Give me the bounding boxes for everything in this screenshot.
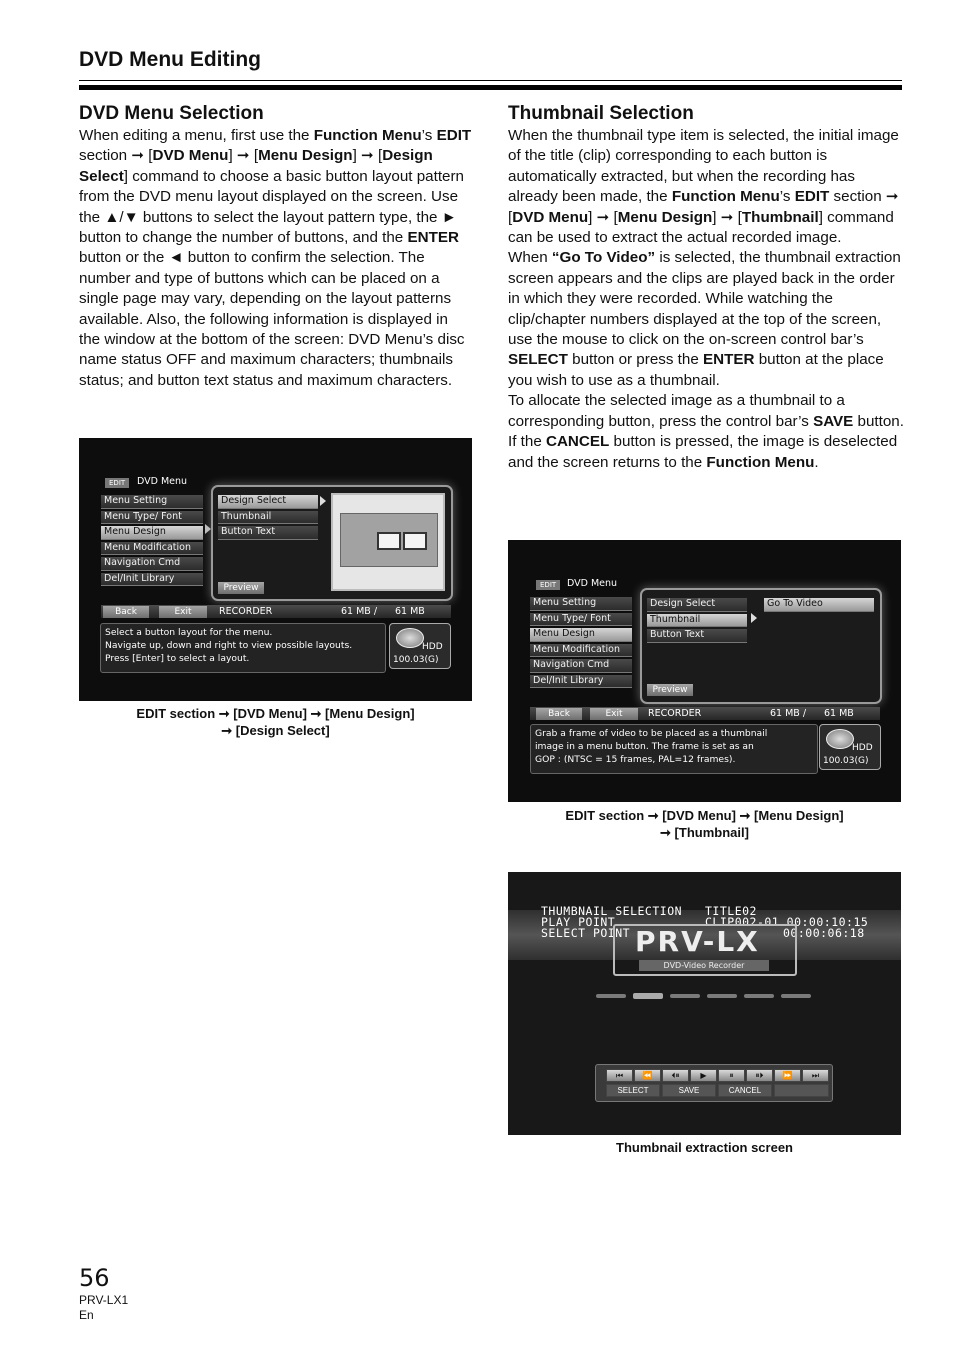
- language-code: En: [79, 1308, 94, 1322]
- submenu-item[interactable]: Button Text: [647, 629, 747, 643]
- emphasis-text: DVD Menu: [512, 208, 589, 226]
- select-point-label: SELECT POINT: [541, 926, 631, 940]
- body-text-run: ’s: [779, 188, 795, 206]
- emphasis-text: Function Menu: [706, 453, 815, 471]
- section-heading-dvd-menu-selection: DVD Menu Selection: [79, 103, 264, 124]
- caption-extraction-screen: Thumbnail extraction screen: [616, 1140, 793, 1155]
- layout-preview-thumbnail: [331, 493, 445, 591]
- dvd-menu-label: DVD Menu: [137, 476, 188, 487]
- right-body-paragraph: [508, 126, 904, 473]
- body-text-run: ] ➞ [: [352, 147, 383, 165]
- preview-button[interactable]: Preview: [218, 582, 264, 594]
- capacity-total: 61 MB: [395, 606, 425, 617]
- emphasis-text: ENTER: [407, 229, 459, 247]
- emphasis-text: Function Menu: [313, 127, 422, 144]
- capacity-total: 61 MB: [824, 708, 854, 719]
- edit-tag: EDIT: [105, 478, 129, 488]
- help-line: Press [Enter] to select a layout.: [105, 653, 250, 664]
- menu-item[interactable]: Menu Design: [530, 628, 632, 642]
- logo-box: [613, 924, 797, 976]
- menu-item[interactable]: Menu Modification: [101, 542, 203, 556]
- body-text-run: ] command can be used to extract the actual recorded image.: [508, 208, 894, 247]
- select-point-value: 00:00:06:18: [783, 926, 865, 940]
- arrow-right-icon: [320, 496, 326, 506]
- emphasis-text: Menu Design: [258, 147, 353, 165]
- menu-item[interactable]: Navigation Cmd: [530, 659, 632, 673]
- model-name: PRV-LX1: [79, 1293, 129, 1307]
- exit-button[interactable]: Exit: [159, 606, 207, 618]
- page-title: DVD Menu Editing: [79, 48, 261, 71]
- emphasis-text: SELECT: [508, 351, 568, 369]
- progress-segment: [670, 994, 700, 998]
- body-text-run: section ➞ [: [508, 188, 899, 226]
- submenu-item[interactable]: Design Select: [647, 598, 747, 612]
- recorder-label: RECORDER: [219, 606, 273, 617]
- hdd-disk-icon: [826, 729, 854, 749]
- help-line: Navigate up, down and right to view possible layouts.: [105, 640, 353, 651]
- select-button[interactable]: SELECT: [606, 1084, 660, 1097]
- exit-button[interactable]: Exit: [590, 708, 638, 720]
- logo-subtitle: DVD-Video Recorder: [639, 960, 769, 971]
- body-text-run: ] ➞ [: [588, 208, 618, 226]
- section-heading-thumbnail-selection: Thumbnail Selection: [508, 103, 694, 124]
- menu-item[interactable]: Navigation Cmd: [101, 557, 203, 571]
- header-rule-thin: [79, 80, 902, 81]
- body-text-run: button or the ◄ button to confirm the selection. The number and type of buttons which can be placed on a single page may vary, depending on the layout patterns available. Also, the following information is displayed in the window at the bottom of the screen: DVD Menu’s disc name status OFF and maximum characters; thumbnails status; and button text status and maximum characters.: [79, 249, 465, 389]
- body-text-run: is selected, the thumbnail extraction screen appears and the clips are played back in the order in which they were recorded. While watching the clip/chapter numbers displayed at the top of the screen, use the mouse to click on the on-screen control bar’s: [508, 249, 901, 349]
- body-text-run: button is pressed, the image is deselected and the screen returns to the: [508, 433, 898, 471]
- capacity-used: 61 MB /: [341, 606, 378, 617]
- hdd-label: HDD: [852, 743, 873, 753]
- help-line: GOP : (NTSC = 15 frames, PAL=12 frames).: [535, 754, 736, 765]
- hdd-capacity: 100.03(G): [393, 655, 439, 665]
- body-text-run: ] command to choose a basic button layout pattern from the DVD menu layout displayed on the screen. Use the ▲/▼ buttons to select the layout pattern type, the ► button to change the number of buttons, and the: [79, 167, 464, 247]
- body-text-run: ] ➞ [: [228, 147, 259, 165]
- recorder-label: RECORDER: [648, 708, 702, 719]
- save-button[interactable]: SAVE: [662, 1084, 716, 1097]
- caption-line: EDIT section ➞ [DVD Menu] ➞ [Menu Design]: [565, 808, 844, 823]
- header-rule-thick: [79, 85, 902, 90]
- layout-button-box: [403, 532, 427, 550]
- go-to-video-item[interactable]: Go To Video: [764, 598, 874, 612]
- page-number: 56: [79, 1264, 110, 1292]
- menu-list: [101, 495, 203, 588]
- submenu-item[interactable]: Design Select: [218, 495, 318, 509]
- design-select-screenshot: [79, 438, 472, 701]
- help-message-box: [100, 623, 386, 673]
- submenu-item[interactable]: Thumbnail: [218, 511, 318, 525]
- body-text-run: section ➞ [: [79, 147, 153, 165]
- control-bar: [595, 1064, 833, 1102]
- body-text-run: When the thumbnail type item is selected, the initial image of the title (clip) corresponding to each button is automatically extracted, but when the recording has already been made, the: [508, 127, 899, 206]
- hdd-capacity: 100.03(G): [823, 756, 869, 766]
- rewind-button[interactable]: ⏪: [634, 1069, 661, 1082]
- help-line: Grab a frame of video to be placed as a thumbnail: [535, 728, 768, 739]
- menu-item[interactable]: Del/Init Library: [101, 573, 203, 587]
- arrow-right-icon: [751, 613, 757, 623]
- caption-design-select: [79, 705, 472, 739]
- emphasis-text: Design Select: [79, 147, 433, 185]
- thumbnail-selection-label: THUMBNAIL SELECTION: [541, 904, 683, 918]
- emphasis-text: Function Menu: [671, 188, 780, 206]
- caption-line: ➞ [Design Select]: [221, 723, 330, 738]
- menu-item[interactable]: Del/Init Library: [530, 675, 632, 689]
- play-button[interactable]: ▶: [690, 1069, 717, 1082]
- caption-line: EDIT section ➞ [DVD Menu] ➞ [Menu Design]: [136, 706, 415, 721]
- caption-thumbnail: [508, 807, 901, 841]
- hdd-indicator: [819, 724, 881, 770]
- body-text-run: button. If the: [508, 412, 904, 451]
- emphasis-text: Thumbnail: [741, 208, 819, 226]
- play-point-label: PLAY POINT: [541, 915, 616, 929]
- preview-button[interactable]: Preview: [647, 684, 693, 696]
- progress-segment: [744, 994, 774, 998]
- body-text-run: button or press the: [567, 351, 704, 369]
- body-text-run: ] ➞ [: [712, 208, 742, 226]
- help-message-box: [530, 724, 818, 774]
- step-forward-button[interactable]: ⏸⏵: [746, 1069, 773, 1082]
- menu-item[interactable]: Menu Type/ Font: [530, 613, 632, 627]
- body-text-run: When editing a menu, first use the: [79, 127, 314, 144]
- hdd-disk-icon: [396, 628, 424, 648]
- menu-item[interactable]: Menu Setting: [530, 597, 632, 611]
- emphasis-text: Menu Design: [617, 208, 713, 226]
- body-text-run: To allocate the selected image as a thumbnail to a corresponding button, press the control bar’s: [508, 392, 845, 430]
- body-text-run: ’s: [421, 127, 437, 144]
- empty-control-slot: [774, 1084, 829, 1097]
- edit-tag: EDIT: [536, 580, 560, 590]
- submenu-item[interactable]: Button Text: [218, 526, 318, 540]
- back-button[interactable]: Back: [536, 708, 582, 720]
- emphasis-text: ENTER: [703, 351, 755, 369]
- menu-item[interactable]: Menu Design: [101, 526, 203, 540]
- skip-first-button[interactable]: ⏮: [606, 1069, 633, 1082]
- submenu-panel: [211, 485, 453, 601]
- hdd-label: HDD: [422, 642, 443, 652]
- thumbnail-extraction-screenshot: [508, 872, 901, 1135]
- step-back-button[interactable]: ⏴⏸: [662, 1069, 689, 1082]
- submenu-panel: [640, 588, 882, 704]
- thumbnail-menu-screenshot: [508, 540, 901, 802]
- progress-segment: [596, 994, 626, 998]
- capacity-used: 61 MB /: [770, 708, 807, 719]
- pause-button[interactable]: ⏸: [718, 1069, 745, 1082]
- emphasis-text: DVD Menu: [152, 147, 229, 165]
- progress-segment-active: [633, 993, 663, 999]
- menu-item[interactable]: Menu Setting: [101, 495, 203, 509]
- body-text-run: .: [814, 453, 819, 471]
- submenu-item[interactable]: Thumbnail: [647, 614, 747, 628]
- help-line: Select a button layout for the menu.: [105, 627, 273, 638]
- menu-item[interactable]: Menu Modification: [530, 644, 632, 658]
- left-body-paragraph: [79, 126, 473, 391]
- emphasis-text: EDIT: [436, 127, 472, 144]
- dvd-menu-label: DVD Menu: [567, 578, 618, 589]
- help-line: image in a menu button. The frame is set as an: [535, 741, 754, 752]
- play-point-value: CLIP002-01 00:00:10:15: [705, 915, 869, 929]
- footer-meta: [79, 1293, 128, 1323]
- body-text-run: When: [508, 249, 552, 267]
- emphasis-text: SAVE: [813, 412, 854, 430]
- fast-forward-button[interactable]: ⏩: [774, 1069, 801, 1082]
- menu-list: [530, 597, 632, 690]
- layout-button-box: [377, 532, 401, 550]
- prv-lx-logo: PRV-LX: [635, 925, 760, 958]
- title-value: TITLE02: [705, 904, 757, 918]
- body-text-run: button at the place you wish to use as a thumbnail.: [508, 351, 884, 389]
- skip-last-button[interactable]: ⏭: [802, 1069, 829, 1082]
- emphasis-text: EDIT: [794, 188, 830, 206]
- progress-segment: [781, 994, 811, 998]
- progress-segment: [707, 994, 737, 998]
- emphasis-text: CANCEL: [546, 433, 610, 451]
- caption-line: ➞ [Thumbnail]: [660, 825, 749, 840]
- emphasis-text: “Go To Video”: [551, 249, 656, 267]
- hdd-indicator: [389, 623, 451, 669]
- menu-item[interactable]: Menu Type/ Font: [101, 511, 203, 525]
- back-button[interactable]: Back: [103, 606, 149, 618]
- cancel-button[interactable]: CANCEL: [718, 1084, 772, 1097]
